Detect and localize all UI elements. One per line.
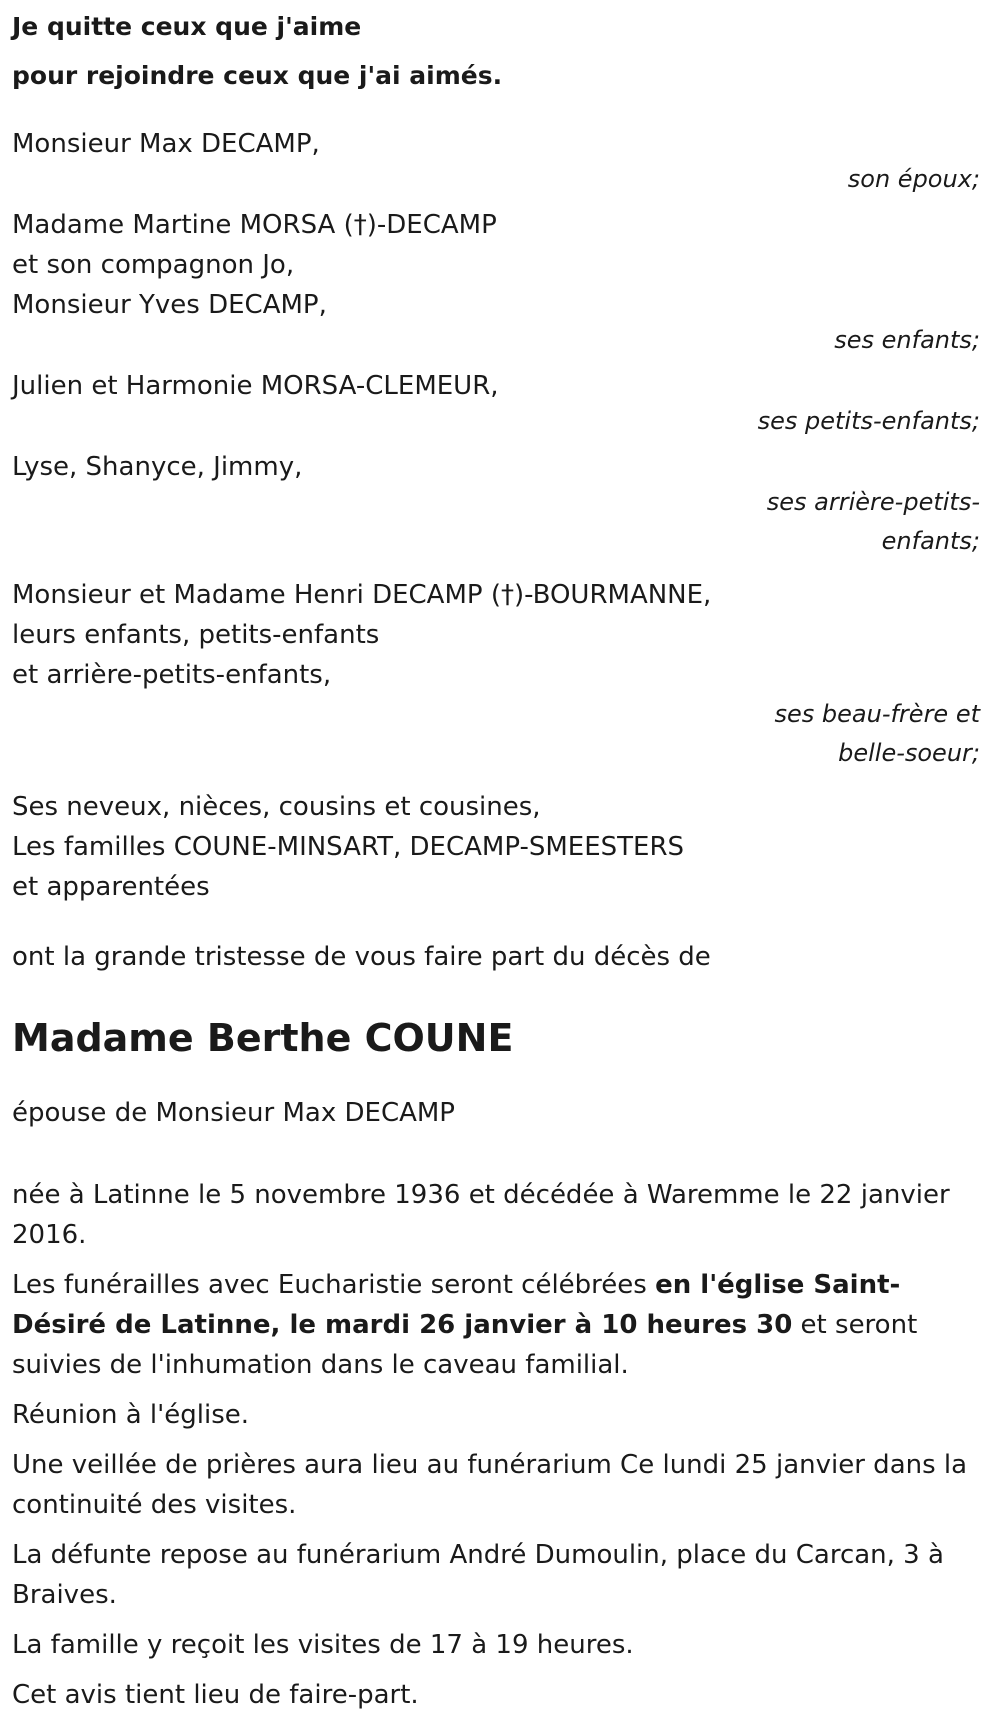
epigraph-line-1: Je quitte ceux que j'aime <box>12 12 362 41</box>
epigraph-line-2: pour rejoindre ceux que j'ai aimés. <box>12 61 503 90</box>
resting-place: La défunte repose au funérarium André Dumoulin, place du Carcan, 3 à Braives. <box>12 1540 944 1610</box>
family-member-line: Monsieur Yves DECAMP, <box>12 290 327 320</box>
funeral-details <box>12 1265 988 1385</box>
spouse-line: épouse de Monsieur Max DECAMP <box>12 1098 455 1128</box>
family-group-great-grandchildren <box>12 447 988 561</box>
family-member-line: Monsieur et Madame Henri DECAMP (†)-BOURMANNE, <box>12 580 712 610</box>
birth-death-dates: née à Latinne le 5 novembre 1936 et décédée à Waremme le 22 janvier 2016. <box>12 1180 950 1250</box>
epigraph <box>12 2 988 100</box>
funeral-text-after: et seront suivies de l'inhumation dans le caveau familial. <box>12 1310 918 1380</box>
family-member-line: Monsieur Max DECAMP, <box>12 129 320 159</box>
family-role: enfants; <box>881 527 980 555</box>
relatives-line: Les familles COUNE-MINSART, DECAMP-SMEESTERS <box>12 832 685 862</box>
relatives-line: Ses neveux, nièces, cousins et cousines, <box>12 792 541 822</box>
family-role: belle-soeur; <box>838 739 980 767</box>
meeting-point: Réunion à l'église. <box>12 1400 250 1430</box>
family-group-children <box>12 205 988 360</box>
relatives <box>12 787 988 907</box>
family-member-line: Julien et Harmonie MORSA-CLEMEUR, <box>12 371 499 401</box>
family-role: ses petits-enfants; <box>757 407 980 435</box>
deceased-name: Madame Berthe COUNE <box>12 1016 514 1060</box>
family-role: ses arrière-petits- <box>766 488 980 516</box>
family-member-line: et son compagnon Jo, <box>12 250 295 280</box>
family-member-line: Madame Martine MORSA (†)-DECAMP <box>12 210 497 240</box>
announcement: ont la grande tristesse de vous faire part du décès de <box>12 942 711 972</box>
funeral-text-before: Les funérailles avec Eucharistie seront célébrées <box>12 1270 656 1300</box>
vigil-info: Une veillée de prières aura lieu au funérarium Ce lundi 25 janvier dans la continuité des visites. <box>12 1450 968 1520</box>
family-role: ses beau-frère et <box>774 700 980 728</box>
visiting-hours: La famille y reçoit les visites de 17 à 19 heures. <box>12 1630 634 1660</box>
relatives-line: et apparentées <box>12 872 210 902</box>
family-member-line: leurs enfants, petits-enfants <box>12 620 380 650</box>
family-group-spouse <box>12 124 988 199</box>
family-role: ses enfants; <box>834 326 980 354</box>
family-member-line: et arrière-petits-enfants, <box>12 660 332 690</box>
notice-statement: Cet avis tient lieu de faire-part. <box>12 1680 419 1710</box>
family-group-in-laws <box>12 575 988 773</box>
family-role: son époux; <box>847 165 980 193</box>
family-member-line: Lyse, Shanyce, Jimmy, <box>12 452 303 482</box>
funeral-location-time: en l'église Saint-Désiré de Latinne, le mardi 26 janvier à 10 heures 30 <box>12 1270 901 1340</box>
family-group-grandchildren <box>12 366 988 441</box>
